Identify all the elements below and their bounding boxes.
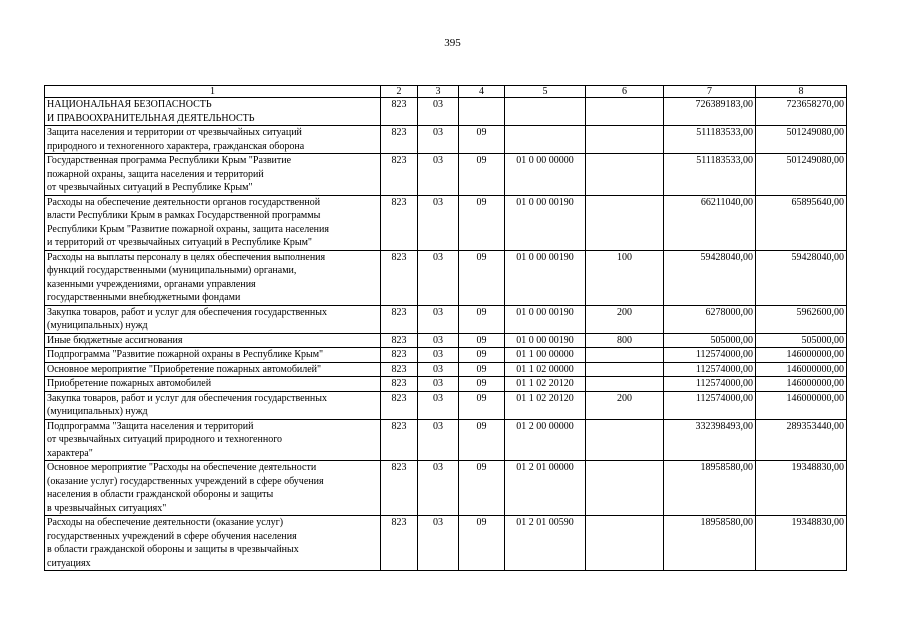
amount-year2-cell: 19348830,00	[756, 461, 847, 516]
admin-code-cell: 823	[381, 348, 418, 363]
subsection-code-cell: 09	[459, 250, 505, 305]
page-number: 395	[444, 37, 461, 49]
amount-year1-cell: 112574000,00	[664, 362, 756, 377]
amount-year1-cell: 332398493,00	[664, 419, 756, 461]
subsection-code-cell: 09	[459, 348, 505, 363]
target-article-cell	[505, 98, 586, 126]
table-row	[45, 154, 847, 196]
amount-year2-cell: 723658270,00	[756, 98, 847, 126]
amount-year1-cell: 511183533,00	[664, 126, 756, 154]
subsection-code-cell: 09	[459, 195, 505, 250]
row-name-cell: Расходы на обеспечение деятельности (оказание услуг) государственных учреждений в сфере обучения населения в области гражданской обороны и защиты в чрезвычайных ситуациях	[45, 516, 381, 571]
expense-type-cell	[586, 348, 664, 363]
row-name-cell: Государственная программа Республики Крым "Развитие пожарной охраны, защита населения и территорий от чрезвычайных ситуаций в Республике Крым"	[45, 154, 381, 196]
amount-year2-cell: 59428040,00	[756, 250, 847, 305]
subsection-code-cell	[459, 98, 505, 126]
table-row	[45, 516, 847, 571]
table-row	[45, 348, 847, 363]
subsection-code-cell: 09	[459, 362, 505, 377]
column-header-5: 5	[505, 86, 586, 98]
column-header-6: 6	[586, 86, 664, 98]
target-article-cell: 01 0 00 00190	[505, 305, 586, 333]
subsection-code-cell: 09	[459, 391, 505, 419]
section-code-cell: 03	[418, 461, 459, 516]
admin-code-cell: 823	[381, 195, 418, 250]
table-body	[45, 98, 847, 571]
amount-year2-cell: 146000000,00	[756, 362, 847, 377]
amount-year1-cell: 66211040,00	[664, 195, 756, 250]
amount-year1-cell: 726389183,00	[664, 98, 756, 126]
column-header-3: 3	[418, 86, 459, 98]
expense-type-cell	[586, 516, 664, 571]
column-header-1: 1	[45, 86, 381, 98]
admin-code-cell: 823	[381, 98, 418, 126]
section-code-cell: 03	[418, 333, 459, 348]
amount-year2-cell: 501249080,00	[756, 126, 847, 154]
table-row	[45, 195, 847, 250]
subsection-code-cell: 09	[459, 377, 505, 392]
amount-year2-cell: 146000000,00	[756, 391, 847, 419]
budget-table	[44, 85, 847, 571]
amount-year1-cell: 112574000,00	[664, 391, 756, 419]
expense-type-cell	[586, 419, 664, 461]
column-header-8: 8	[756, 86, 847, 98]
subsection-code-cell: 09	[459, 126, 505, 154]
amount-year1-cell: 59428040,00	[664, 250, 756, 305]
amount-year2-cell: 5962600,00	[756, 305, 847, 333]
subsection-code-cell: 09	[459, 419, 505, 461]
section-code-cell: 03	[418, 126, 459, 154]
amount-year1-cell: 18958580,00	[664, 516, 756, 571]
expense-type-cell: 200	[586, 305, 664, 333]
header-row	[45, 86, 847, 98]
section-code-cell: 03	[418, 362, 459, 377]
expense-type-cell: 100	[586, 250, 664, 305]
section-code-cell: 03	[418, 195, 459, 250]
column-header-2: 2	[381, 86, 418, 98]
amount-year2-cell: 501249080,00	[756, 154, 847, 196]
subsection-code-cell: 09	[459, 305, 505, 333]
amount-year1-cell: 6278000,00	[664, 305, 756, 333]
table-row	[45, 391, 847, 419]
table-row	[45, 461, 847, 516]
row-name-cell: Расходы на выплаты персоналу в целях обеспечения выполнения функций государственными (муниципальными) органами, казенными учреждениями, органами управления государственными внебюджетными фондами	[45, 250, 381, 305]
subsection-code-cell: 09	[459, 461, 505, 516]
target-article-cell: 01 2 01 00000	[505, 461, 586, 516]
target-article-cell	[505, 126, 586, 154]
subsection-code-cell: 09	[459, 333, 505, 348]
target-article-cell: 01 1 02 00000	[505, 362, 586, 377]
row-name-cell: Закупка товаров, работ и услуг для обеспечения государственных (муниципальных) нужд	[45, 305, 381, 333]
expense-type-cell: 800	[586, 333, 664, 348]
amount-year1-cell: 511183533,00	[664, 154, 756, 196]
row-name-cell: Подпрограмма "Защита населения и территорий от чрезвычайных ситуаций природного и техногенного характера"	[45, 419, 381, 461]
row-name-cell: Основное мероприятие "Расходы на обеспечение деятельности (оказание услуг) государственных учреждений в сфере обучения населения в области гражданской обороны и защиты в чрезвычайных ситуациях"	[45, 461, 381, 516]
row-name-cell: Защита населения и территории от чрезвычайных ситуаций природного и техногенного характера, гражданская оборона	[45, 126, 381, 154]
table-row	[45, 98, 847, 126]
expense-type-cell	[586, 461, 664, 516]
section-code-cell: 03	[418, 419, 459, 461]
section-code-cell: 03	[418, 154, 459, 196]
admin-code-cell: 823	[381, 362, 418, 377]
subsection-code-cell: 09	[459, 154, 505, 196]
expense-type-cell: 200	[586, 391, 664, 419]
table-row	[45, 419, 847, 461]
row-name-cell: Закупка товаров, работ и услуг для обеспечения государственных (муниципальных) нужд	[45, 391, 381, 419]
section-code-cell: 03	[418, 250, 459, 305]
section-code-cell: 03	[418, 305, 459, 333]
amount-year2-cell: 146000000,00	[756, 377, 847, 392]
admin-code-cell: 823	[381, 154, 418, 196]
admin-code-cell: 823	[381, 333, 418, 348]
amount-year1-cell: 505000,00	[664, 333, 756, 348]
admin-code-cell: 823	[381, 516, 418, 571]
row-name-cell: Приобретение пожарных автомобилей	[45, 377, 381, 392]
target-article-cell: 01 1 00 00000	[505, 348, 586, 363]
table-row	[45, 126, 847, 154]
amount-year2-cell: 19348830,00	[756, 516, 847, 571]
row-name-cell: Расходы на обеспечение деятельности органов государственной власти Республики Крым в рамках Государственной программы Республики Крым "Развитие пожарной охраны, защита населения и территорий от чрезвычайных ситуаций в Республике Крым"	[45, 195, 381, 250]
table-row	[45, 377, 847, 392]
expense-type-cell	[586, 126, 664, 154]
column-header-4: 4	[459, 86, 505, 98]
subsection-code-cell: 09	[459, 516, 505, 571]
table-row	[45, 305, 847, 333]
section-code-cell: 03	[418, 348, 459, 363]
expense-type-cell	[586, 98, 664, 126]
amount-year2-cell: 289353440,00	[756, 419, 847, 461]
section-code-cell: 03	[418, 516, 459, 571]
row-name-cell: Основное мероприятие "Приобретение пожарных автомобилей"	[45, 362, 381, 377]
amount-year2-cell: 505000,00	[756, 333, 847, 348]
section-code-cell: 03	[418, 377, 459, 392]
admin-code-cell: 823	[381, 305, 418, 333]
amount-year1-cell: 112574000,00	[664, 377, 756, 392]
amount-year2-cell: 65895640,00	[756, 195, 847, 250]
expense-type-cell	[586, 195, 664, 250]
row-name-cell: Иные бюджетные ассигнования	[45, 333, 381, 348]
admin-code-cell: 823	[381, 461, 418, 516]
target-article-cell: 01 1 02 20120	[505, 391, 586, 419]
admin-code-cell: 823	[381, 126, 418, 154]
admin-code-cell: 823	[381, 250, 418, 305]
amount-year2-cell: 146000000,00	[756, 348, 847, 363]
admin-code-cell: 823	[381, 391, 418, 419]
target-article-cell: 01 1 02 20120	[505, 377, 586, 392]
column-header-7: 7	[664, 86, 756, 98]
table-row	[45, 333, 847, 348]
section-code-cell: 03	[418, 98, 459, 126]
expense-type-cell	[586, 154, 664, 196]
target-article-cell: 01 0 00 00190	[505, 195, 586, 250]
row-name-cell: Подпрограмма "Развитие пожарной охраны в Республике Крым"	[45, 348, 381, 363]
target-article-cell: 01 2 01 00590	[505, 516, 586, 571]
target-article-cell: 01 0 00 00190	[505, 333, 586, 348]
section-code-cell: 03	[418, 391, 459, 419]
target-article-cell: 01 0 00 00190	[505, 250, 586, 305]
table-row	[45, 362, 847, 377]
row-name-cell: НАЦИОНАЛЬНАЯ БЕЗОПАСНОСТЬ И ПРАВООХРАНИТЕЛЬНАЯ ДЕЯТЕЛЬНОСТЬ	[45, 98, 381, 126]
target-article-cell: 01 2 00 00000	[505, 419, 586, 461]
expense-type-cell	[586, 362, 664, 377]
table-row	[45, 250, 847, 305]
target-article-cell: 01 0 00 00000	[505, 154, 586, 196]
admin-code-cell: 823	[381, 419, 418, 461]
amount-year1-cell: 112574000,00	[664, 348, 756, 363]
expense-type-cell	[586, 377, 664, 392]
admin-code-cell: 823	[381, 377, 418, 392]
amount-year1-cell: 18958580,00	[664, 461, 756, 516]
